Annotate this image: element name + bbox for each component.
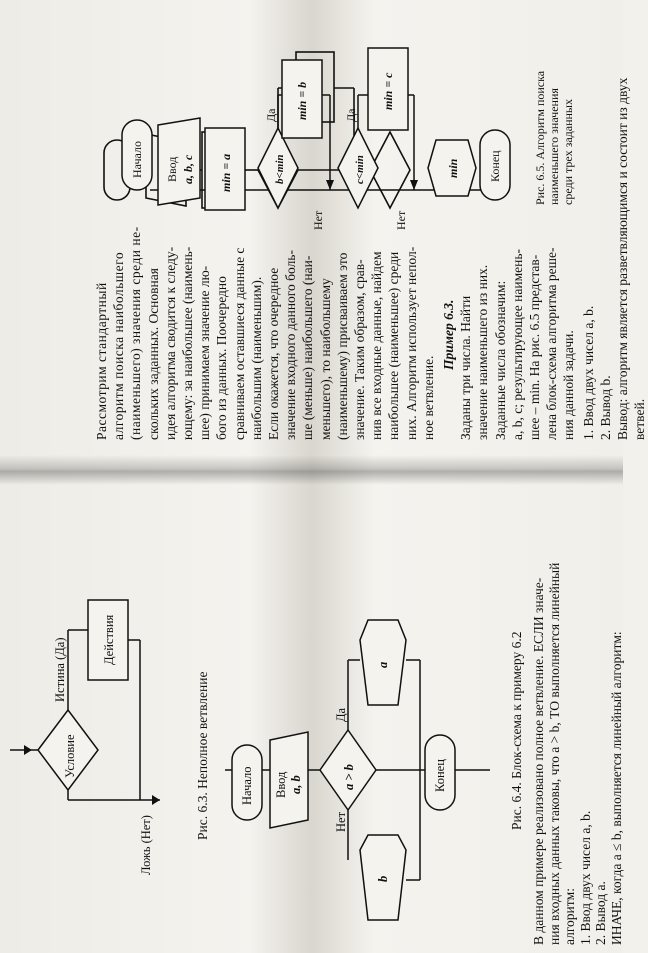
bottom-body-line: ИНАЧЕ, когда a ≤ b, выполняется линейный алгоритм: [608, 631, 624, 945]
bottom-body-line: ния входных данных таковы, что a > b, ТО выполняется линейный [546, 562, 562, 945]
body-line: ше (меньше) наибольшего (наи- [300, 255, 316, 440]
fig63-condition: Условие [63, 734, 77, 778]
body-line: наибольшее (наименьшее) среди [386, 251, 402, 440]
fig64-out-a: a [376, 661, 390, 668]
body-line: алгоритм поиска наибольшего [111, 251, 127, 440]
fig64-input-vars: a, b [289, 775, 303, 794]
body-line: нив все входные данные, найдем [369, 251, 385, 440]
caption-line: Рис. 6.5. Алгоритм поиска [533, 70, 547, 205]
example-line: Заданные числа обозначим: [492, 280, 508, 440]
list-item-2: 2. Вывод b. [598, 375, 613, 440]
fig65-cond1: b<min [274, 154, 286, 184]
figure-6-4-caption: Рис. 6.4. Блок-схема к примеру 6.2 [509, 631, 524, 830]
fig65-no1: Нет [311, 210, 325, 230]
body-line: наибольшим (наименьшим). [248, 276, 264, 440]
body-line: (наименьшему) присваиваем это [334, 252, 350, 440]
fig64-no: Нет [334, 811, 348, 832]
fig65-input-vars: a, b, c [181, 154, 195, 184]
body-line: Рассмотрим стандартный [94, 282, 109, 440]
fig63-action: Действия [102, 614, 116, 665]
fig63-true: Истина (Да) [53, 637, 67, 702]
body-line: идея алгоритма сводится к следу- [162, 246, 178, 440]
example-line: a, b, c; результирующее наимень- [509, 249, 525, 440]
fig63-false: Ложь (Нет) [139, 815, 153, 875]
body-line: значение. Таким образом, срав- [352, 259, 367, 440]
fig65-yes2: Да [344, 108, 358, 122]
fig65-input-label: Ввод [165, 156, 179, 182]
bottom-body-line: алгоритм: [562, 888, 577, 945]
example-line: лена блок-схема алгоритма реше- [544, 247, 560, 440]
fig65-assign1: min = a [219, 153, 233, 192]
fig65-cond2: c<min [354, 155, 366, 184]
fig65-output: min [446, 158, 460, 178]
example-line: Пример 6.3. [441, 299, 456, 370]
body-line: скольких заданных. Основная [145, 268, 161, 440]
body-line: бого из данных. Поочередно [214, 276, 230, 440]
body-line: меньшего), то наибольшему [317, 278, 333, 440]
top-output-2 [631, 399, 648, 440]
fig65-end: Конец [488, 150, 502, 182]
caption-line: среди трех заданных [561, 99, 575, 205]
example-line: ния данной задачи. [561, 330, 577, 440]
bottom-body-line: 1. Ввод двух чисел a, b. [577, 810, 593, 945]
output-line: Вывод: алгоритм является разветвляющимся и состоит из двух [615, 77, 630, 440]
fig64-out-b: b [376, 875, 390, 882]
body-line: сравниваем оставшиеся данные с [231, 247, 247, 440]
example-line: шее – min. На рис. 6.5 представ- [527, 254, 542, 440]
body-line: (наименьшего) значения среди не- [128, 226, 144, 440]
fig64-end-label: Конец [433, 759, 447, 792]
figure-6-3-caption: Рис. 6.3. Неполное ветвление [195, 671, 210, 840]
caption-line: наименьшего значения [547, 88, 561, 205]
body-line: них. Алгоритм использует непол- [403, 246, 419, 440]
body-line: ное ветвление. [420, 355, 436, 440]
bottom-body-line: 2. Вывод a. [593, 881, 608, 945]
fig65-start-label: Начало [130, 141, 144, 178]
example-line: значение наименьшего из них. [475, 264, 491, 440]
fig65-assign2: min = b [295, 81, 309, 120]
output-line-2: ветвей. [632, 398, 647, 440]
fig64-yes: Да [334, 707, 348, 722]
fig64-start-label: Начало [240, 766, 254, 805]
example-line: Заданы три числа. Найти [458, 295, 474, 440]
body-line: Если окажется, что очередное [266, 267, 281, 440]
body-line: ющему: за наибольшее (наимень- [180, 246, 195, 440]
body-line: шее) принимаем значение лю- [197, 265, 213, 440]
fig65-no2: Нет [394, 210, 408, 230]
figure-6-5-drawing [0, 0, 623, 470]
fig65-yes1: Да [264, 108, 278, 122]
fig65-assign3: min = c [381, 72, 395, 110]
fig64-cond-label: a > b [342, 764, 356, 790]
bottom-body-line: В данном примере реализовано полное ветвление. ЕСЛИ значе- [531, 577, 546, 945]
fig64-input-label: Ввод [274, 771, 288, 798]
list-item-1: 1. Ввод двух чисел a, b. [581, 305, 596, 440]
body-line: значение входного данного боль- [283, 250, 299, 440]
